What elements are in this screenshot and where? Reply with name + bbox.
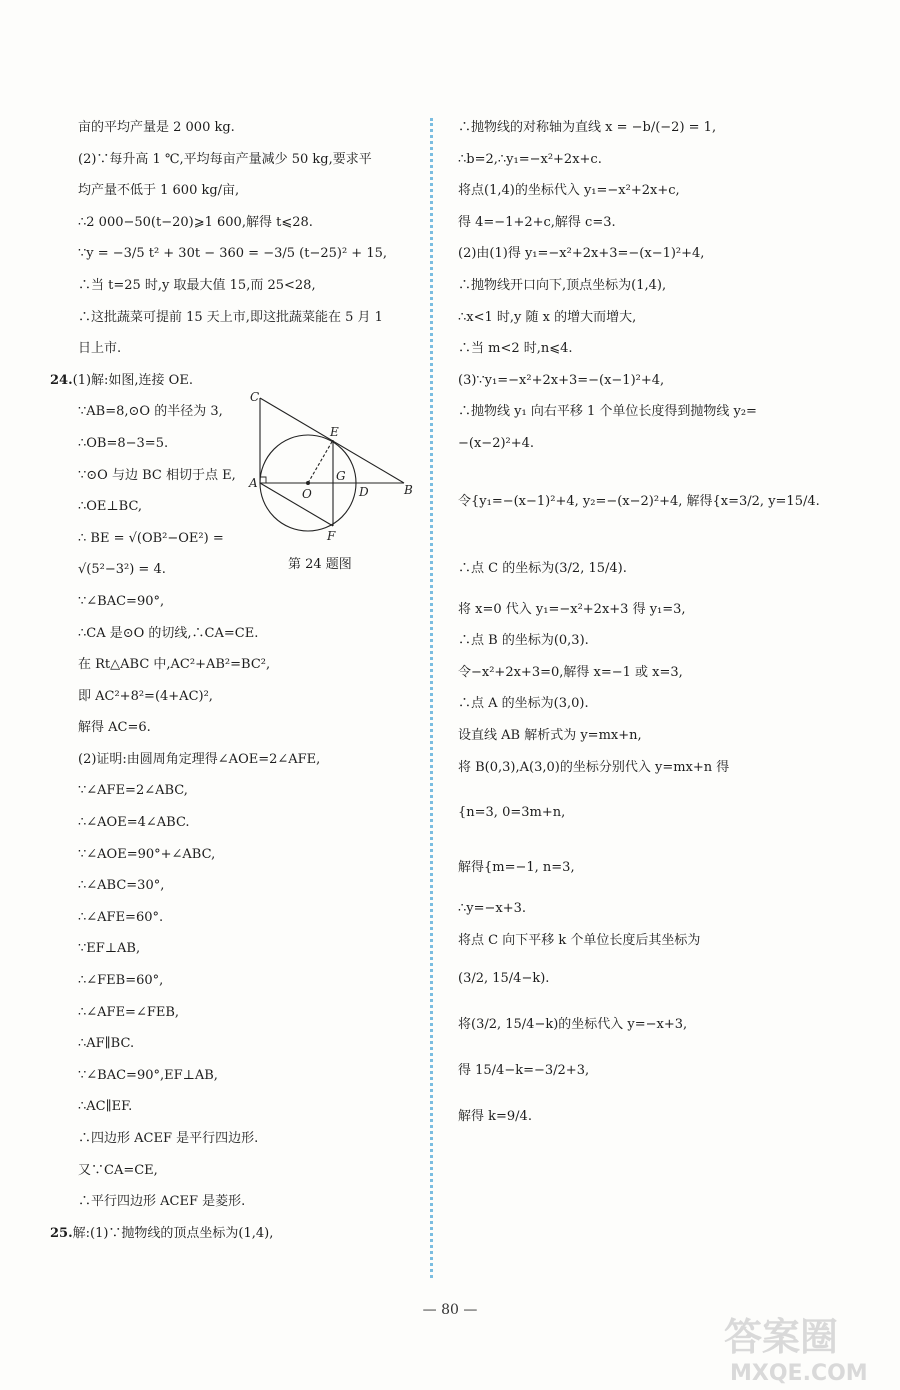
- text-line: ∵y = −3/5 t² + 30t − 360 = −3/5 (t−25)² + 15,: [78, 246, 387, 262]
- text-line: ∴∠AFE=60°.: [78, 909, 164, 925]
- text-line: ∴2 000−50(t−20)⩾1 600,解得 t⩽28.: [78, 214, 313, 230]
- label-b: B: [404, 483, 413, 497]
- label-d: D: [359, 485, 369, 499]
- label-g: G: [336, 469, 346, 483]
- text-line: 亩的平均产量是 2 000 kg.: [78, 120, 235, 135]
- text-line: √(5²−3²) = 4.: [78, 562, 166, 578]
- text-line: ∴x<1 时,y 随 x 的增大而增大,: [458, 309, 637, 325]
- text-line: ∵∠AOE=90°+∠ABC,: [78, 846, 216, 862]
- label-o: O: [302, 487, 312, 501]
- text-line: 均产量不低于 1 600 kg/亩,: [78, 183, 240, 199]
- text-line: 又∵CA=CE,: [78, 1162, 158, 1178]
- text-line: 解:(1)∵抛物线的顶点坐标为(1,4),: [72, 1225, 274, 1241]
- text-line: 令{y₁=−(x−1)²+4, y₂=−(x−2)²+4, 解得{x=3/2, y=15/4.: [458, 493, 820, 509]
- text-line: ∴∠FEB=60°,: [78, 973, 164, 989]
- text-line: 得 4=−1+2+c,解得 c=3.: [458, 214, 616, 230]
- center-point: [306, 481, 310, 485]
- text-line: ∴∠AOE=4∠ABC.: [78, 815, 190, 831]
- watermark-logo: [718, 1310, 894, 1386]
- segment-af: [260, 483, 333, 526]
- text-line: 设直线 AB 解析式为 y=mx+n,: [458, 727, 642, 743]
- text-line: (3)∵y₁=−x²+2x+3=−(x−1)²+4,: [458, 372, 665, 388]
- text-line: (2)由(1)得 y₁=−x²+2x+3=−(x−1)²+4,: [458, 246, 705, 262]
- page-number: — 80 —: [422, 1302, 478, 1318]
- left-column: [50, 112, 418, 1249]
- right-angle-mark: [260, 477, 266, 483]
- text-line: ∴AF∥BC.: [78, 1036, 135, 1052]
- text-line: 将 x=0 代入 y₁=−x²+2x+3 得 y₁=3,: [458, 601, 686, 617]
- text-line: −(x−2)²+4.: [458, 435, 535, 451]
- text-line: ∴∠AFE=∠FEB,: [78, 1004, 180, 1020]
- text-line: 得 15/4−k=−3/2+3,: [458, 1063, 590, 1079]
- text-line: ∵AB=8,⊙O 的半径为 3,: [78, 404, 223, 420]
- label-c: C: [250, 390, 260, 404]
- text-line: (3/2, 15/4−k).: [458, 971, 550, 987]
- text-line: ∴AC∥EF.: [78, 1099, 133, 1115]
- text-line: ∵⊙O 与边 BC 相切于点 E,: [78, 467, 236, 483]
- text-line: (2)∵每升高 1 ℃,平均每亩产量减少 50 kg,要求平: [78, 151, 372, 167]
- text-line: ∴当 m<2 时,n⩽4.: [458, 341, 573, 357]
- text-line: 解得 k=9/4.: [458, 1109, 532, 1125]
- label-e: E: [330, 425, 339, 439]
- text-line: ∴抛物线 y₁ 向右平移 1 个单位长度得到抛物线 y₂=: [458, 404, 757, 420]
- text-line: (1)解:如图,连接 OE.: [72, 372, 193, 388]
- watermark-bottom-text: MXQE.COM: [730, 1361, 868, 1386]
- text-line: ∴这批蔬菜可提前 15 天上市,即这批蔬菜能在 5 月 1: [78, 309, 383, 325]
- right-column: [458, 112, 820, 1140]
- text-line: ∴∠ABC=30°,: [78, 878, 165, 894]
- geometry-figure: [242, 388, 422, 572]
- text-line: ∴b=2,∴y₁=−x²+2x+c.: [458, 151, 602, 167]
- text-line: ∴抛物线开口向下,顶点坐标为(1,4),: [458, 277, 667, 293]
- text-line: 将 B(0,3),A(3,0)的坐标分别代入 y=mx+n 得: [458, 759, 730, 775]
- question-number: 24.: [50, 372, 73, 388]
- text-line: ∴点 C 的坐标为(3/2, 15/4).: [458, 560, 627, 576]
- text-line: ∴OE⊥BC,: [78, 499, 143, 515]
- text-line: 日上市.: [78, 341, 122, 357]
- text-line: 令−x²+2x+3=0,解得 x=−1 或 x=3,: [458, 664, 683, 680]
- label-f: F: [327, 529, 336, 543]
- watermark-top-text: 答案圈: [724, 1315, 839, 1359]
- label-a: A: [249, 476, 258, 490]
- text-line: ∵∠BAC=90°,: [78, 593, 165, 609]
- text-line: (2)证明:由圆周角定理得∠AOE=2∠AFE,: [78, 751, 321, 767]
- text-line: 解得{m=−1, n=3,: [458, 860, 575, 876]
- text-line: 即 AC²+8²=(4+AC)²,: [78, 688, 213, 704]
- text-line: ∴平行四边形 ACEF 是菱形.: [78, 1194, 246, 1210]
- text-line: {n=3, 0=3m+n,: [458, 805, 566, 821]
- text-line: ∴四边形 ACEF 是平行四边形.: [78, 1131, 259, 1146]
- text-line: ∴ BE = √(OB²−OE²) =: [78, 530, 224, 546]
- text-line: ∴CA 是⊙O 的切线,∴CA=CE.: [78, 625, 259, 641]
- text-line: ∴OB=8−3=5.: [78, 435, 169, 451]
- text-line: 将点 C 向下平移 k 个单位长度后其坐标为: [458, 932, 701, 948]
- text-line: ∵∠AFE=2∠ABC,: [78, 783, 188, 799]
- question-25-start: [50, 1218, 418, 1250]
- text-line: 将点(1,4)的坐标代入 y₁=−x²+2x+c,: [458, 183, 680, 199]
- text-line: ∴当 t=25 时,y 取最大值 15,而 25<28,: [78, 277, 316, 293]
- text-line: ∴点 B 的坐标为(0,3).: [458, 633, 589, 649]
- text-line: 将(3/2, 15/4−k)的坐标代入 y=−x+3,: [458, 1017, 688, 1033]
- text-line: ∵EF⊥AB,: [78, 941, 141, 957]
- text-line: ∵∠BAC=90°,EF⊥AB,: [78, 1067, 218, 1083]
- text-line: 在 Rt△ABC 中,AC²+AB²=BC²,: [78, 657, 271, 673]
- segment-oe: [308, 440, 333, 483]
- question-number: 25.: [50, 1225, 73, 1241]
- figure-caption: 第 24 题图: [288, 557, 352, 572]
- text-line: ∴y=−x+3.: [458, 901, 527, 917]
- segment-cb: [260, 398, 404, 483]
- text-line: ∴点 A 的坐标为(3,0).: [458, 696, 589, 712]
- column-divider: [430, 118, 433, 1278]
- text-line: 解得 AC=6.: [78, 720, 151, 736]
- text-line: ∴抛物线的对称轴为直线 x = −b/(−2) = 1,: [458, 120, 717, 135]
